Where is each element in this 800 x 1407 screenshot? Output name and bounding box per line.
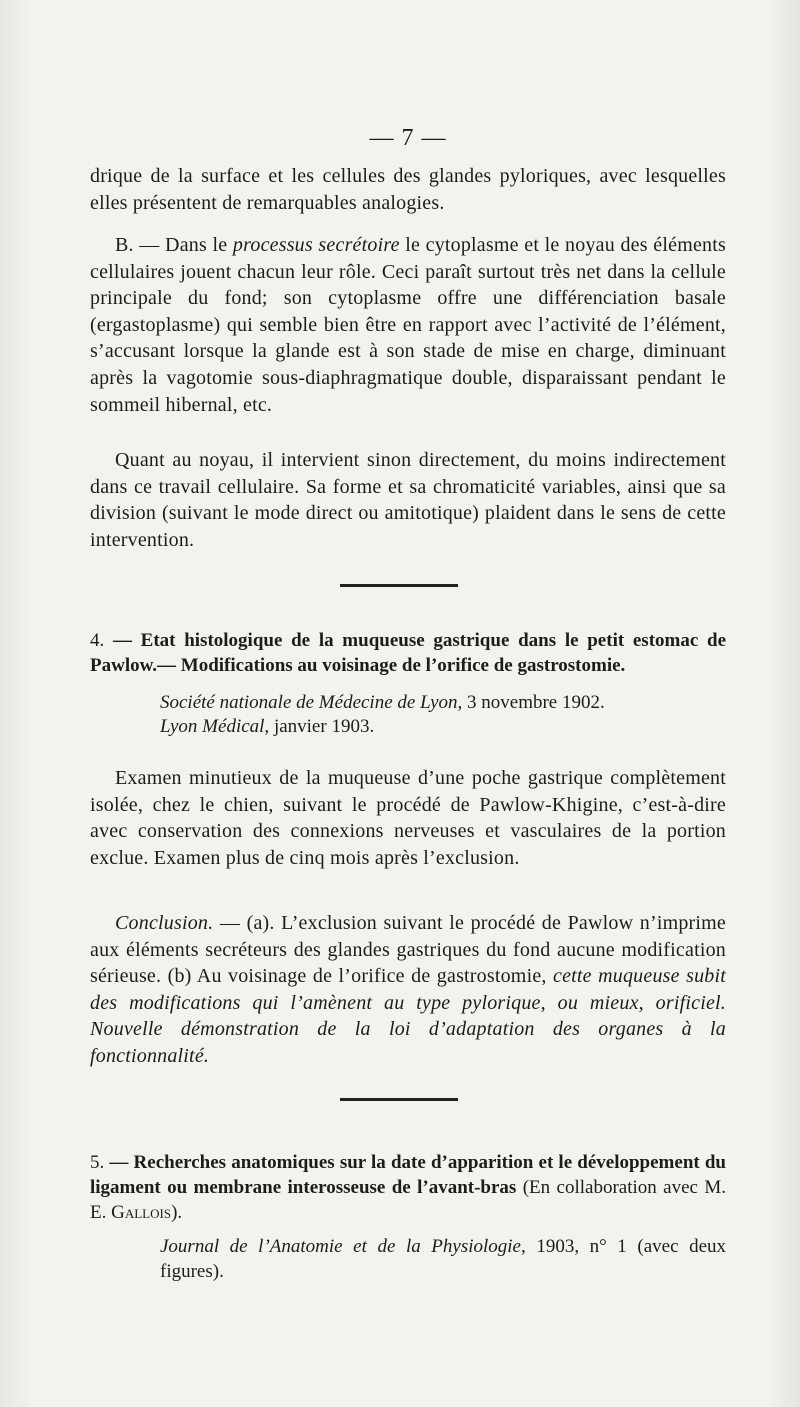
entry-4-number: 4. (90, 630, 105, 651)
entry-5-reference (160, 1234, 726, 1284)
entry-5-number: 5. (90, 1152, 105, 1173)
entry-4-heading: — Etat histologique de la muqueuse gastrique dans le petit estomac de Pawlow.— Modifications au voisinage de l’orifice de gastrostomie. (90, 630, 727, 676)
entry-5-title (90, 1150, 726, 1225)
entry-4-reference-2 (160, 714, 726, 739)
entry-5-ref-journal: Journal de l’Anatomie et de la Physiologie, (160, 1236, 526, 1257)
paragraph-3-text: Quant au noyau, il intervient sinon directement, du moins indirectement dans ce travail cellulaire. Sa forme et sa chromaticité variables, ainsi que sa division (suivant le mode direct ou amitotique) plaident dans le sens de cette intervention. (90, 449, 726, 551)
paragraph-2-rest: le cytoplasme et le noyau des éléments cellulaires jouent chacun leur rôle. Ceci paraît surtout très net dans la cellule principale du fond; son cytoplasme offre une différenciation basale (ergastoplasme) qui semble bien être en rapport avec l’activité de l’élément, s’accusant lorsque la glande est à son stade de mise en charge, diminuant après la vagotomie sous-diaphragmatique double, disparaissant pendant le sommeil hibernal, etc. (90, 234, 726, 416)
entry-5-heading: — Recherches anatomiques sur la date d’apparition et le développement du ligament ou membrane interosseuse de l’avant-bras (90, 1152, 726, 1198)
entry-4-conclusion (90, 910, 726, 1070)
entry-4-body-text: Examen minutieux de la muqueuse d’une poche gastrique complètement isolée, chez le chien, suivant le procédé de Pawlow-Khigine, c’est-à-dire avec conservation des connexions nerveuses et vasculaires de la portion exclue. Examen plus de cinq mois après l’exclusion. (90, 767, 726, 869)
entry-5-collab-pre: (En collaboration avec M. E. (90, 1177, 726, 1223)
section-divider-1 (340, 584, 458, 587)
page-number: — 7 — (369, 125, 447, 151)
section-divider-2 (340, 1098, 458, 1101)
entry-5-collab-name: Gallois (111, 1202, 172, 1223)
entry-4-conclusion-text: — (a). L’exclusion suivant le procédé de Pawlow n’imprime aux éléments secréteurs des glandes gastriques du fond aucune modification sérieuse. (b) Au voisinage de l’orifice de gastrostomie, (90, 912, 727, 988)
paragraph-2-prefix: B. — Dans le (115, 234, 228, 256)
entry-4-conclusion-italic: cette muqueuse subit des modifications qui l’amènent au type pylorique, ou mieux, orificiel. Nouvelle démonstration de la loi d’adaptation des organes à la fonctionnalité. (90, 965, 726, 1067)
paragraph-2 (90, 232, 726, 418)
entry-5-ref-details: 1903, n° 1 (avec deux figures). (160, 1236, 727, 1282)
entry-4-conclusion-label: Conclusion. (115, 912, 214, 934)
paragraph-1: drique de la surface et les cellules des glandes pyloriques, avec lesquelles elles présentent de remarquables analogies. (90, 165, 726, 214)
entry-4-ref2-date: janvier 1903. (273, 716, 375, 737)
paragraph-2-italic: processus secrétoire (232, 234, 400, 256)
entry-4-title (90, 628, 726, 678)
entry-5-collab-post: ). (171, 1202, 183, 1223)
entry-4-ref1-journal: Société nationale de Médecine de Lyon, (160, 692, 463, 713)
entry-4-ref1-date: 3 novembre 1902. (467, 692, 605, 713)
entry-4-reference-1 (160, 690, 726, 715)
entry-4-body (90, 765, 726, 871)
entry-4-ref2-journal: Lyon Médical, (160, 716, 270, 737)
paragraph-3 (90, 447, 726, 553)
